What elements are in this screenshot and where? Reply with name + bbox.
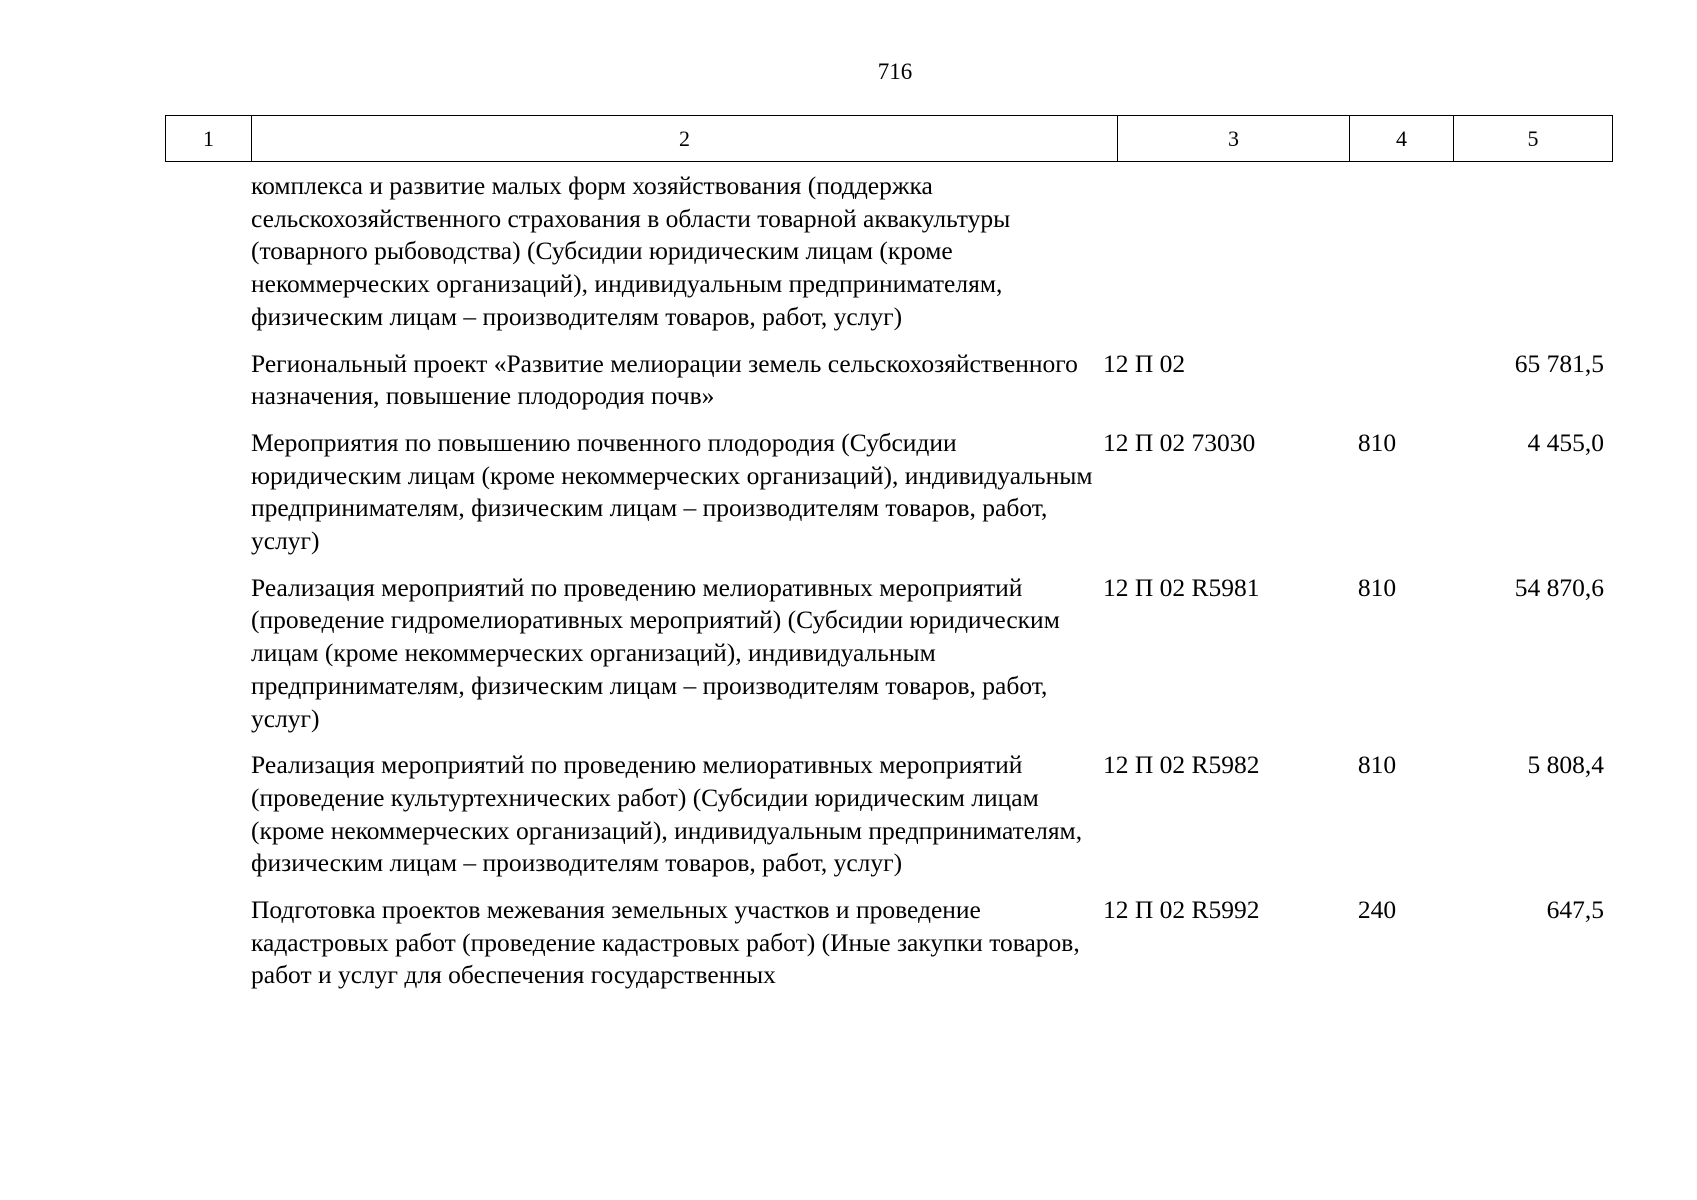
- row-code: 12 П 02 R5992: [1103, 895, 1260, 925]
- table-row: [165, 348, 1612, 413]
- page-number: 716: [877, 59, 913, 84]
- row-index-cell: [165, 894, 251, 992]
- table-row: [165, 427, 1612, 558]
- row-expense-type: 810: [1357, 572, 1397, 602]
- row-expense-type: 240: [1357, 895, 1397, 925]
- row-description: Реализация мероприятий по проведению мелиоративных мероприятий (проведение культуртехнических работ) (Субсидии юридическим лицам (кроме некоммерческих организаций), индивидуальным предпринимателям, физическим лицам – производителям товаров, работ, услуг): [251, 750, 1083, 878]
- row-description: Подготовка проектов межевания земельных участков и проведение кадастровых работ (проведение кадастровых работ) (Иные закупки товаров, работ и услуг для обеспечения государственных: [251, 895, 1080, 990]
- row-code: 12 П 02 R5982: [1103, 750, 1260, 780]
- row-description: Реализация мероприятий по проведению мелиоративных мероприятий (проведение гидромелиоративных мероприятий) (Субсидии юридическим лицам (кроме некоммерческих организаций), индивидуальным предпринимателям, физическим лицам – производителям товаров, работ, услуг): [251, 572, 1060, 733]
- row-code: 12 П 02: [1103, 348, 1186, 378]
- column-header-3: 3: [1118, 116, 1350, 162]
- row-amount: 647,5: [1546, 895, 1604, 925]
- row-amount: [1427, 170, 1612, 334]
- row-index-cell: [165, 427, 251, 558]
- row-expense-type: [1327, 348, 1427, 413]
- row-expense-type: 810: [1357, 750, 1397, 780]
- row-code: 12 П 02 R5981: [1103, 572, 1260, 602]
- table-row: [165, 572, 1612, 736]
- row-code: [1093, 170, 1327, 334]
- row-amount: 5 808,4: [1527, 750, 1604, 780]
- row-amount: 65 781,5: [1514, 348, 1604, 378]
- column-header-2: 2: [252, 116, 1118, 162]
- column-header-4: 4: [1350, 116, 1454, 162]
- row-code: 12 П 02 73030: [1103, 427, 1256, 457]
- row-description: Региональный проект «Развитие мелиорации земель сельскохозяйственного назначения, повышение плодородия почв»: [251, 348, 1078, 411]
- row-index-cell: [165, 749, 251, 880]
- row-expense-type: 810: [1357, 427, 1397, 457]
- row-expense-type: [1327, 170, 1427, 334]
- column-header-row: [166, 116, 1613, 162]
- row-index-cell: [165, 348, 251, 413]
- row-amount: 4 455,0: [1527, 427, 1604, 457]
- column-header-table: [165, 115, 1613, 162]
- row-amount: 54 870,6: [1514, 572, 1604, 602]
- column-header-5: 5: [1454, 116, 1613, 162]
- budget-rows: [165, 170, 1612, 1006]
- row-description: комплекса и развитие малых форм хозяйствования (поддержка сельскохозяйственного страхования в области товарной аквакультуры (товарного рыбоводства) (Субсидии юридическим лицам (кроме некоммерческих организаций), индивидуальным предпринимателям, физическим лицам – производителям товаров, работ, услуг): [251, 171, 1011, 331]
- column-header-1: 1: [166, 116, 252, 162]
- row-index-cell: [165, 170, 251, 334]
- table-row: [165, 894, 1612, 992]
- table-row: [165, 170, 1612, 334]
- table-row: [165, 749, 1612, 880]
- row-index-cell: [165, 572, 251, 736]
- row-description: Мероприятия по повышению почвенного плодородия (Субсидии юридическим лицам (кроме некоммерческих организаций), индивидуальным предпринимателям, физическим лицам – производителям товаров, работ, услуг): [251, 427, 1093, 556]
